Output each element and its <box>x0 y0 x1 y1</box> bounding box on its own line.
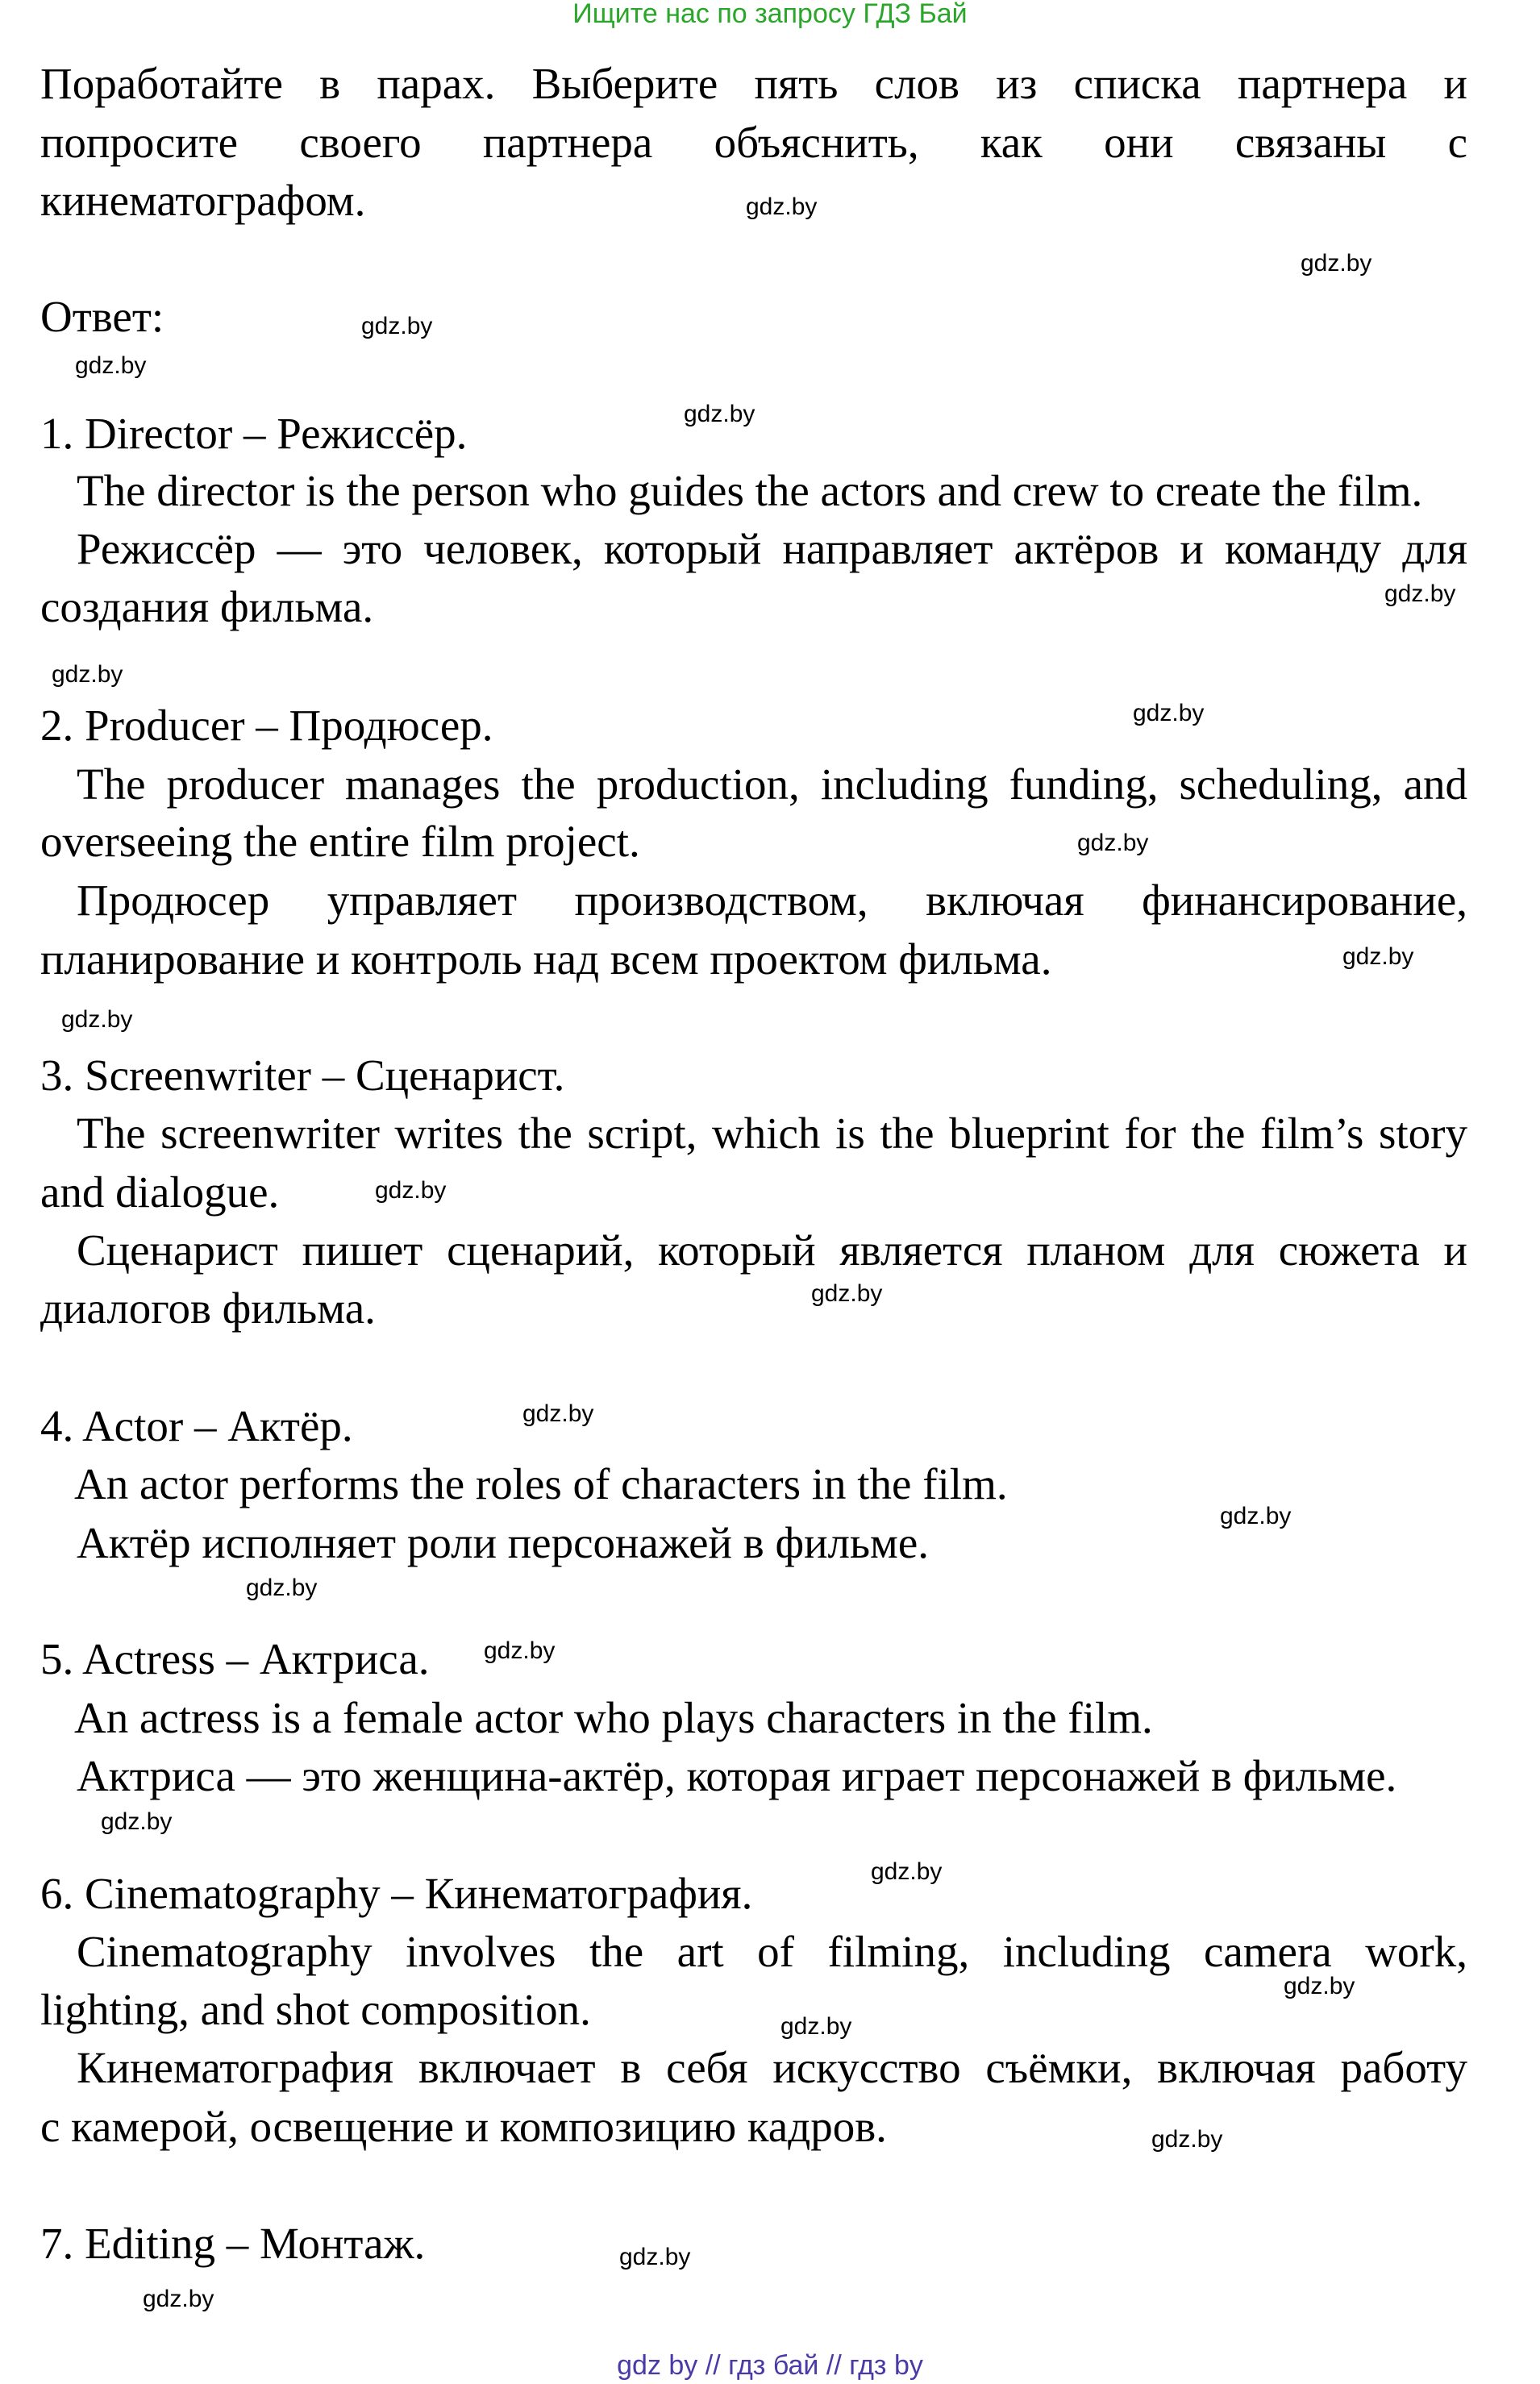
answer-label: Ответ: <box>40 292 164 341</box>
footer-links[interactable]: gdz by // гдз бай // гдз by <box>617 2350 923 2381</box>
watermark: gdz.by <box>375 1177 447 1204</box>
item-2-ru-line-2: планирование и контроль над всем проектом фильма. <box>40 934 1052 984</box>
item-6-ru-line-1: Кинематография включает в себя искусство съёмки, включая работу <box>77 2043 1467 2092</box>
item-2-en-line-2: overseeing the entire film project. <box>40 817 640 866</box>
watermark: gdz.by <box>684 401 755 427</box>
item-4-title: 4. Actor – Актёр. <box>40 1401 353 1450</box>
item-4-ru-line-1: Актёр исполняет роли персонажей в фильме. <box>77 1518 930 1567</box>
watermark: gdz.by <box>484 1637 556 1664</box>
task-line-2: попросите своего партнера объяснить, как они связаны с <box>40 118 1467 167</box>
item-6-en-line-2: lighting, and shot composition. <box>40 1985 591 2034</box>
watermark: gdz.by <box>619 2244 691 2270</box>
item-5-ru-line-1: Актриса — это женщина-актёр, которая играет персонажей в фильме. <box>77 1751 1397 1800</box>
item-3-title: 3. Screenwriter – Сценарист. <box>40 1051 565 1100</box>
item-1-en-line-1: The director is the person who guides the actors and crew to create the film. <box>77 466 1423 515</box>
watermark: gdz.by <box>1284 1973 1355 1999</box>
item-6-title: 6. Cinematography – Кинематография. <box>40 1869 753 1918</box>
watermark: gdz.by <box>1342 943 1414 970</box>
watermark: gdz.by <box>1301 250 1372 277</box>
watermark: gdz.by <box>522 1400 594 1427</box>
watermark: gdz.by <box>246 1575 318 1601</box>
item-3-ru-line-1: Сценарист пишет сценарий, который является планом для сюжета и <box>77 1225 1467 1275</box>
item-1-ru-line-1: Режиссёр — это человек, который направляет актёров и команду для <box>77 524 1467 573</box>
watermark: gdz.by <box>871 1858 943 1885</box>
item-2-title: 2. Producer – Продюсер. <box>40 701 493 750</box>
search-hint-header: Ищите нас по запросу ГДЗ Бай <box>572 0 968 29</box>
watermark: gdz.by <box>101 1808 173 1835</box>
watermark: gdz.by <box>746 193 818 220</box>
watermark: gdz.by <box>1133 700 1205 726</box>
item-6-en-line-1: Cinematography involves the art of filming, including camera work, <box>77 1927 1467 1976</box>
watermark: gdz.by <box>75 352 147 379</box>
watermark: gdz.by <box>1077 830 1149 856</box>
item-3-en-line-1: The screenwriter writes the script, which is the blueprint for the film’s story <box>77 1109 1467 1158</box>
watermark: gdz.by <box>61 1006 133 1033</box>
watermark: gdz.by <box>52 661 123 688</box>
task-line-1: Поработайте в парах. Выберите пять слов из списка партнера и <box>40 59 1467 108</box>
item-7-title: 7. Editing – Монтаж. <box>40 2219 426 2268</box>
item-1-ru-line-2: создания фильма. <box>40 582 374 631</box>
item-1-title: 1. Director – Режиссёр. <box>40 409 468 458</box>
watermark: gdz.by <box>143 2286 214 2312</box>
item-3-en-line-2: and dialogue. <box>40 1167 280 1217</box>
item-6-ru-line-2: с камерой, освещение и композицию кадров. <box>40 2102 887 2151</box>
watermark: gdz.by <box>1384 580 1456 607</box>
watermark: gdz.by <box>1151 2126 1223 2153</box>
task-line-3: кинематографом. <box>40 176 366 225</box>
watermark: gdz.by <box>780 2013 852 2040</box>
item-2-en-line-1: The producer manages the production, including funding, scheduling, and <box>77 759 1467 809</box>
item-5-en-line-1: An actress is a female actor who plays characters in the film. <box>74 1693 1153 1742</box>
watermark: gdz.by <box>361 313 433 339</box>
watermark: gdz.by <box>1220 1503 1292 1529</box>
item-3-ru-line-2: диалогов фильма. <box>40 1284 376 1333</box>
item-4-en-line-1: An actor performs the roles of characters in the film. <box>74 1459 1008 1508</box>
watermark: gdz.by <box>811 1280 883 1307</box>
item-5-title: 5. Actress – Актриса. <box>40 1634 430 1683</box>
item-2-ru-line-1: Продюсер управляет производством, включая финансирование, <box>77 876 1467 925</box>
